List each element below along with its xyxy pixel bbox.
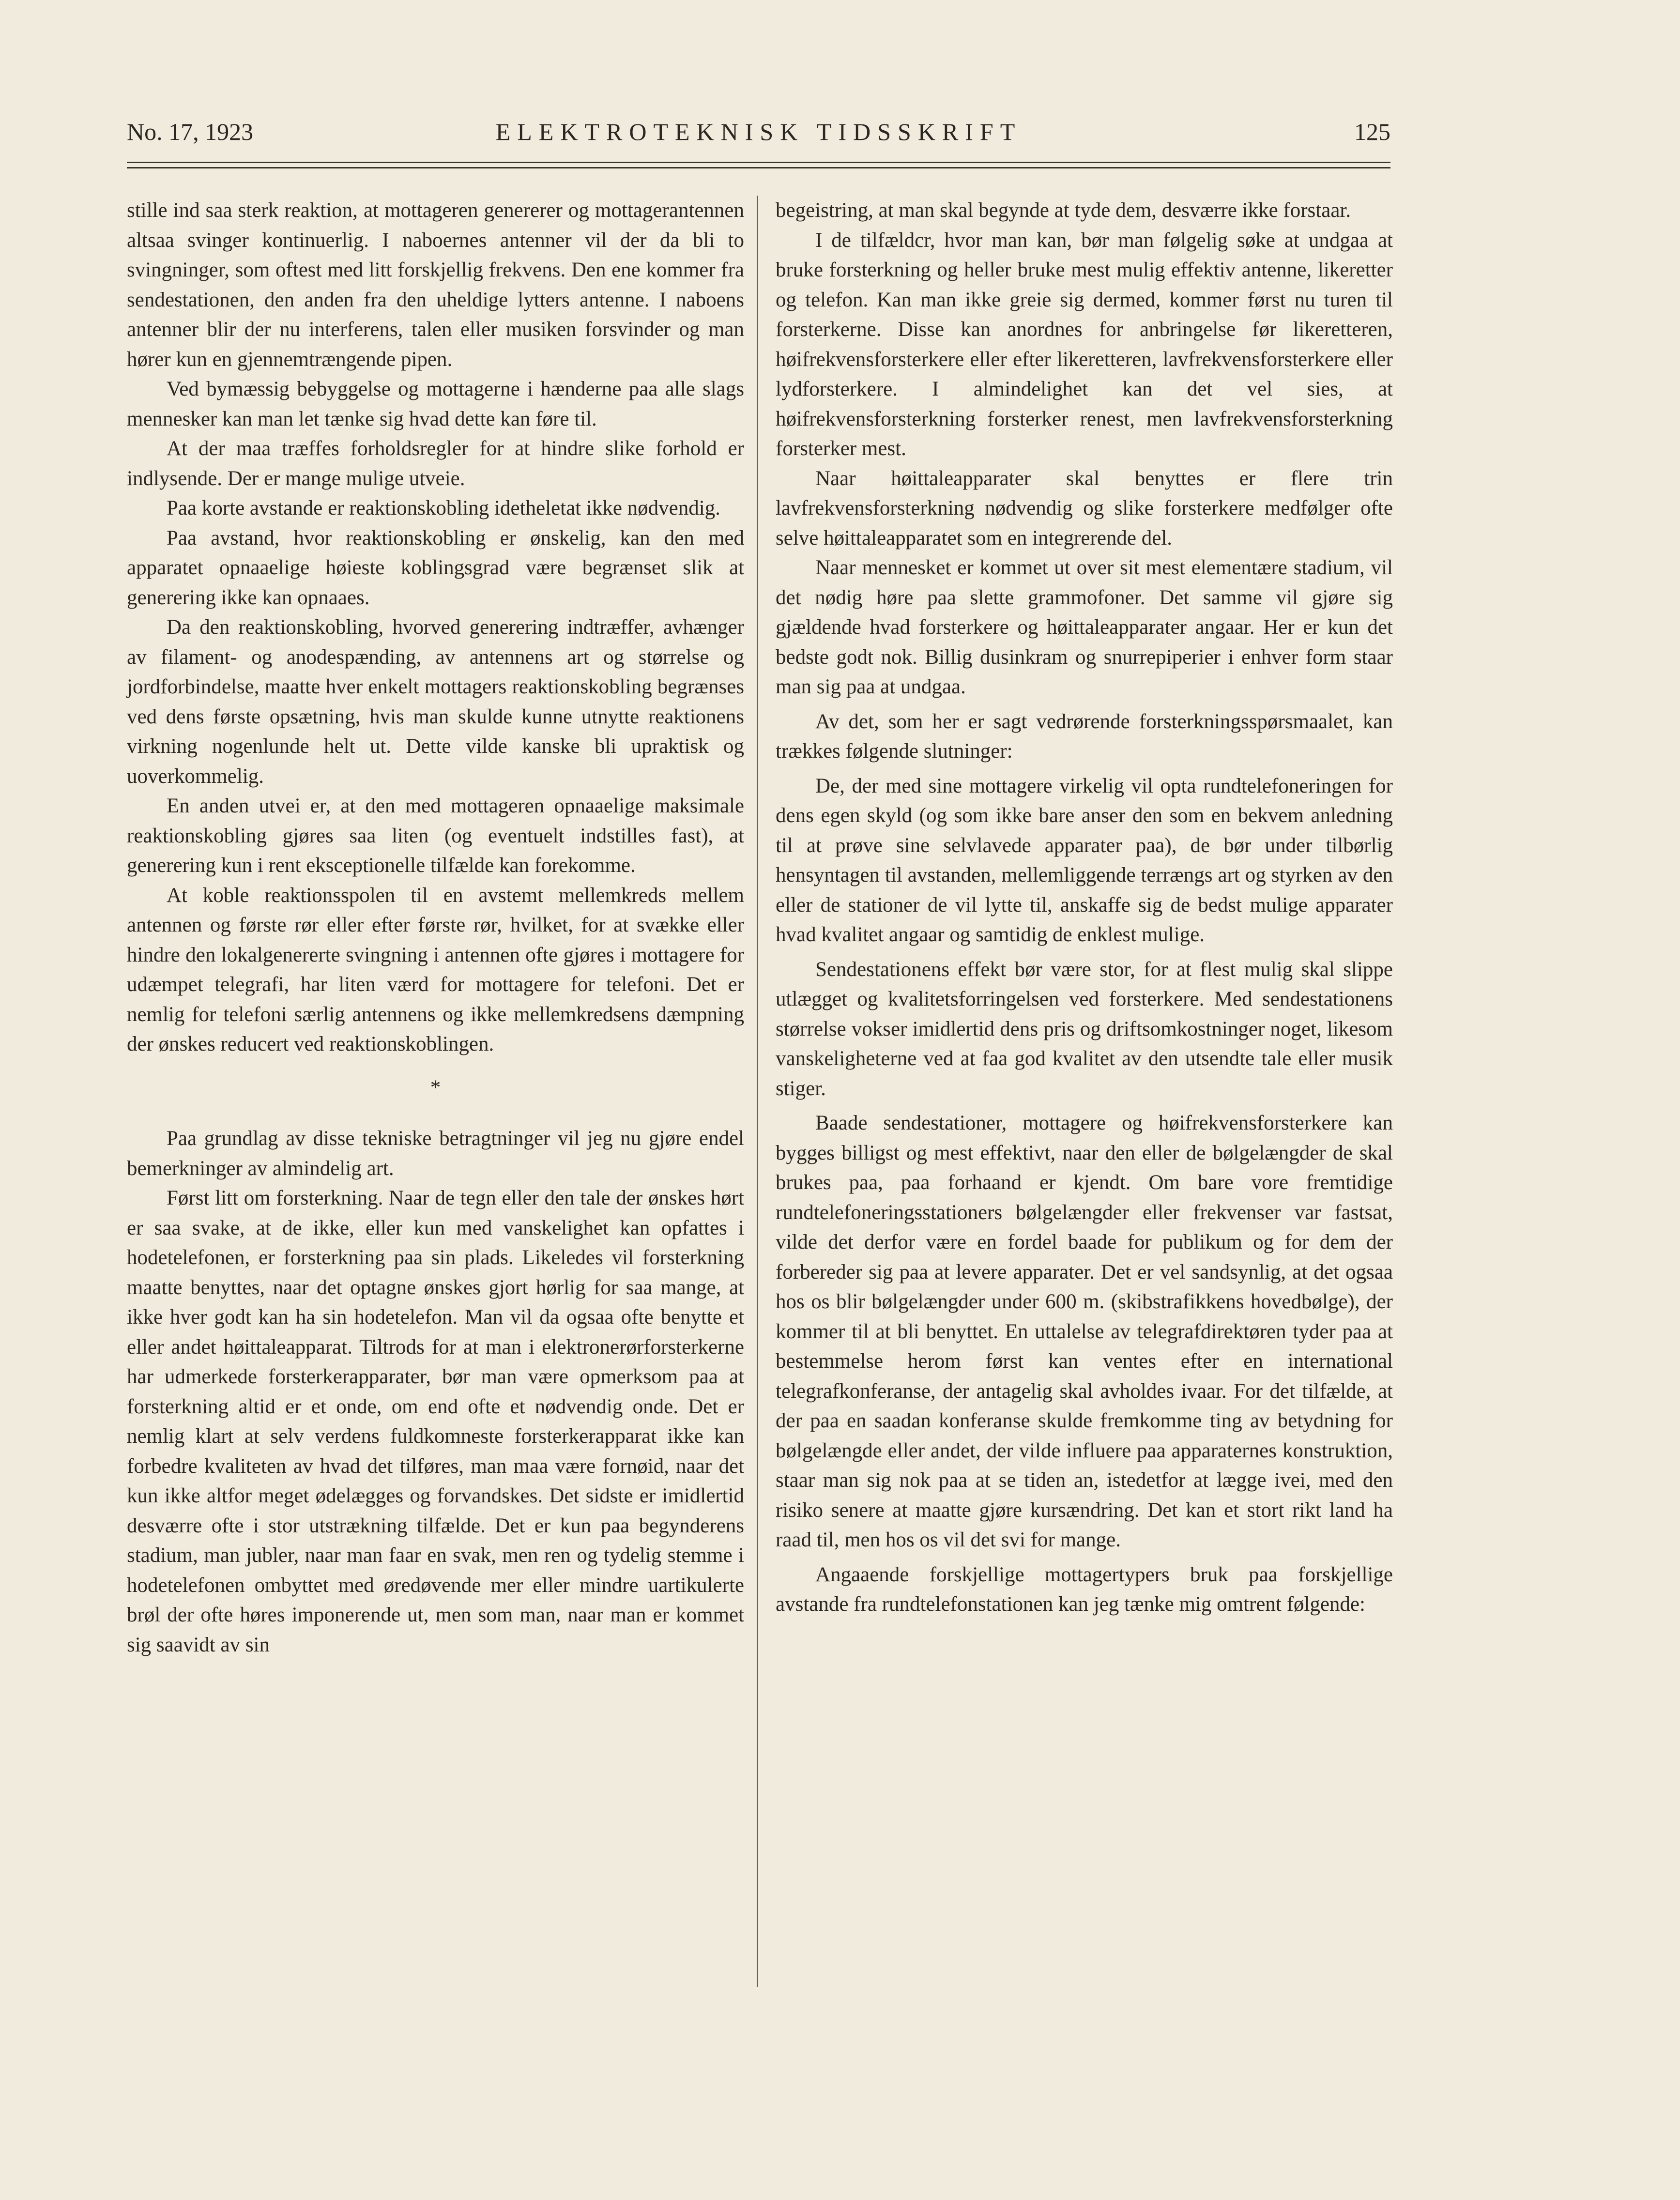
paragraph: Baade sendestationer, mottagere og høifrekvensforsterkere kan bygges billigst og mest effektivt, naar den eller de bølgelængder de skal brukes paa, paa forhaand er kjendt. Om bare vore fremtidige rundtelefoneringsstationers bølgelængder eller frekvenser var fastsat, vilde det derfor være en fordel baade for publikum og for dem der forbereder sig paa at levere apparater. Det er vel sandsynlig, at det ogsaa hos os blir bølgelængder under 600 m. (skibstrafikkens hovedbølge), der kommer til at bli benyttet. En uttalelse av telegrafdirektøren tyder paa at bestemmelse herom først kan ventes efter en international telegrafkonferanse, der antagelig skal avholdes ivaar. For det tilfælde, at der paa en saadan konferanse skulde fremkomme ting av betydning for bølgelængde eller andet, der vilde influere paa apparaternes konstruktion, staar man sig nok paa at se tiden an, istedetfor at lægge ivei, med den risiko senere at maatte gjøre kursændring. Det kan et stort rikt land ha raad til, men hos os vil det svi for mange.	[776, 1112, 1393, 1551]
paragraph: begeistring, at man skal begynde at tyde dem, desværre ikke forstaar.	[776, 199, 1351, 222]
paragraph: I de tilfældcr, hvor man kan, bør man følgelig søke at undgaa at bruke forsterkning og heller bruke mest mulig effektiv antenne, likeretter og telefon. Kan man ikke greie sig dermed, kommer først nu turen til forsterkerne. Disse kan anordnes for anbringelse før likeretteren, høifrekvensforsterkere eller efter likeretteren, lavfrekvensforsterkere eller lydforsterkere. I almindelighet kan det vel sies, at høifrekvensforsterkning forsterker renest, men lavfrekvensforsterkning forsterker mest.	[776, 229, 1393, 460]
paragraph: Angaaende forskjellige mottagertypers bruk paa forskjellige avstande fra rundtelefonstationen kan jeg tænke mig omtrent følgende:	[776, 1563, 1393, 1616]
paragraph: Først litt om forsterkning. Naar de tegn eller den tale der ønskes hørt er saa svake, at de ikke, eller kun med vanskelighet kan opfattes i hodetelefonen, er forsterkning paa sin plads. Likeledes vil forsterkning maatte benyttes, naar det optagne ønskes gjort hørlig for saa mange, at ikke hver godt kan ha sin hodetelefon. Man vil da ogsaa ofte benytte et eller andet høittaleapparat. Tiltrods for at man i elektronerørforsterkerne har udmerkede forsterkerapparater, bør man være opmerksom paa at forsterkning altid er et onde, om end ofte et nødvendig onde. Det er nemlig klart at selv verdens fuldkomneste forsterkerapparat ikke kan forbedre kvaliteten av hvad det tilføres, man maa være fornøid, naar det kun ikke altfor meget ødelægges og forvandskes. Det sidste er imidlertid desværre ofte i stor utstrækning tilfælde. Det er kun paa begynderens stadium, man jubler, naar man faar en svak, men ren og tydelig stemme i hodetelefonen ombyttet med øredøvende mer eller mindre uartikulerte brøl der ofte høres imponerende ut, men som man, naar man er kommet sig saavidt av sin	[127, 1187, 744, 1656]
left-column	[127, 196, 744, 1660]
issue-number: No. 17, 1923	[127, 118, 254, 145]
paragraph: Naar høittaleapparater skal benyttes er flere trin lavfrekvensforsterkning nødvendig og slike forsterkere medfølger ofte selve høittaleapparatet som en integrerende del.	[776, 467, 1393, 550]
paragraph: Paa grundlag av disse tekniske betragtninger vil jeg nu gjøre endel bemerkninger av almindelig art.	[127, 1127, 744, 1180]
paragraph: stille ind saa sterk reaktion, at mottageren genererer og mottagerantennen altsaa svinger kontinuerlig. I naboernes antenner vil der da bli to svingninger, som oftest med litt forskjellig frekvens. Den ene kommer fra sendestationen, den anden fra den uheldige lytters antenne. I naboens antenner blir der nu interferens, talen eller musiken forsvinder og man hører kun en gjennemtrængende pipen.	[127, 199, 744, 371]
paragraph: En anden utvei er, at den med mottageren opnaaelige maksimale reaktionskobling gjøres saa liten (og eventuelt indstilles fast), at generering kun i rent eksceptionelle tilfælde kan forekomme.	[127, 794, 744, 877]
paragraph: Paa korte avstande er reaktionskobling idetheletat ikke nødvendig.	[167, 497, 720, 519]
running-header	[127, 112, 1390, 151]
header-double-rule	[127, 162, 1390, 168]
paragraph: Paa avstand, hvor reaktionskobling er ønskelig, kan den med apparatet opnaaelige høieste koblingsgrad være begrænset slik at generering ikke kan opnaaes.	[127, 526, 744, 609]
paragraph: At koble reaktionsspolen til en avstemt mellemkreds mellem antennen og første rør eller efter første rør, hvilket, for at svække eller hindre den lokalgenererte svingning i antennen ofte gjøres i mottagere for udæmpet telegrafi, har liten værd for mottagere for telefoni. Det er nemlig for telefoni særlig antennens og ikke mellemkredsens dæmpning der ønskes reducert ved reaktionskoblingen.	[127, 884, 744, 1055]
paragraph: Da den reaktionskobling, hvorved generering indtræffer, avhænger av filament- og anodespænding, av antennens art og størrelse og jordforbindelse, maatte hver enkelt mottagers reaktionskobling begrænses ved dens første opsætning, hvis man skulde kunne utnytte reaktionens virkning nogenlunde helt ut. Dette vilde kanske bli upraktisk og uoverkommelig.	[127, 616, 744, 788]
right-column	[776, 196, 1393, 1619]
paragraph: Ved bymæssig bebyggelse og mottagerne i hænderne paa alle slags mennesker kan man let tænke sig hvad dette kan føre til.	[127, 378, 744, 430]
paragraph: At der maa træffes forholdsregler for at hindre slike forhold er indlysende. Der er mange mulige utveie.	[127, 437, 744, 490]
page-number: 125	[1354, 118, 1390, 145]
paragraph: Sendestationens effekt bør være stor, for at flest mulig skal slippe utlægget og kvalitetsforringelsen ved forsterkere. Med sendestationens størrelse vokser imidlertid dens pris og driftsomkostninger noget, likesom vanskeligheterne ved at faa god kvalitet av den utsendte tale eller musik stiger.	[776, 958, 1393, 1100]
section-separator: *	[430, 1076, 441, 1099]
paragraph: Naar mennesket er kommet ut over sit mest elementære stadium, vil det nødig høre paa slette grammofoner. Det samme vil gjøre sig gjældende hvad forsterkere og høittaleapparater angaar. Her er kun det bedste godt nok. Billig dusinkram og snurrepiperier i enhver form staar man sig paa at undgaa.	[776, 556, 1393, 698]
paragraph: Av det, som her er sagt vedrørende forsterkningsspørsmaalet, kan trækkes følgende slutninger:	[776, 710, 1393, 763]
column-divider	[757, 196, 758, 1987]
paragraph: De, der med sine mottagere virkelig vil opta rundtelefoneringen for dens egen skyld (og som ikke bare anser den som en bekvem anledning til at prøve sine selvlavede apparater paa), de bør under tilbørlig hensyntagen til avstanden, mellemliggende terrængs art og styrken av den eller de stationer de vil lytte til, anskaffe sig de bedst mulige apparater hvad kvalitet angaar og samtidig de enklest mulige.	[776, 774, 1393, 946]
journal-title: ELEKTROTEKNISK TIDSSKRIFT	[495, 118, 1022, 145]
